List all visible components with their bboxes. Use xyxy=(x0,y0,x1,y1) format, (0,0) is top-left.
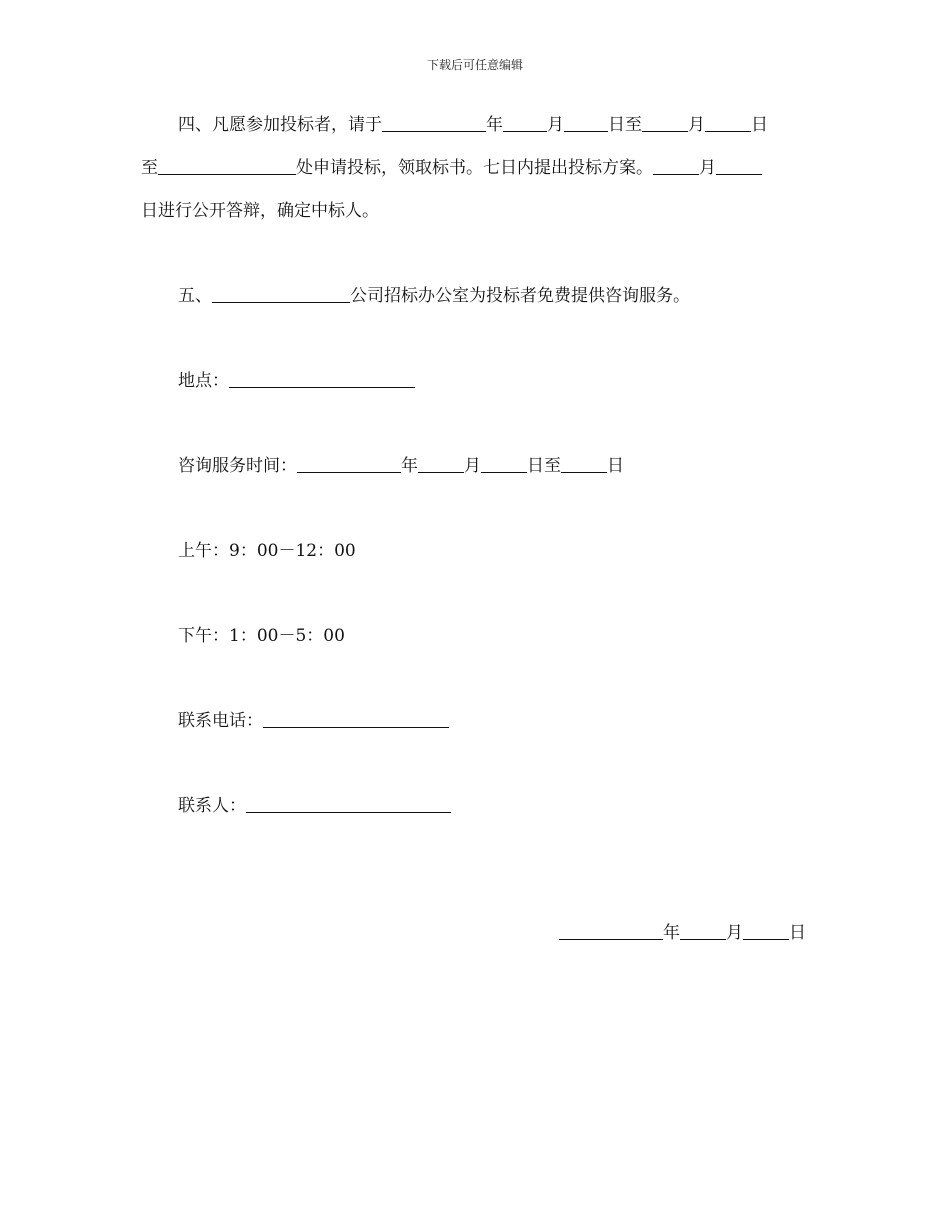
blank-phone[interactable] xyxy=(263,726,449,728)
page-header-note: 下载后可任意编辑 xyxy=(426,58,523,72)
blank-month-end[interactable] xyxy=(642,130,688,132)
blank-company[interactable] xyxy=(212,301,350,303)
service-day-end-label: 日 xyxy=(607,456,624,476)
service-day-to-label: 日至 xyxy=(527,456,561,476)
signature-date-line xyxy=(559,921,806,945)
blank-day[interactable] xyxy=(564,130,608,132)
blank-place[interactable] xyxy=(158,173,296,175)
section5-text: 公司招标办公室为投标者免费提供咨询服务。 xyxy=(350,286,690,306)
section4-apply-text: 处申请投标，领取标书。七日内提出投标方案。 xyxy=(296,158,653,178)
section5-line xyxy=(178,284,690,308)
location-label: 地点： xyxy=(178,371,229,391)
service-time-line xyxy=(178,454,624,478)
section4-intro: 四、凡愿参加投标者，请于 xyxy=(178,115,382,135)
defense-month-label: 月 xyxy=(699,158,716,178)
year-label: 年 xyxy=(486,115,503,135)
phone-label: 联系电话： xyxy=(178,711,263,731)
service-month-label: 月 xyxy=(464,456,481,476)
blank-service-day-end[interactable] xyxy=(561,471,607,473)
blank-location[interactable] xyxy=(229,386,415,388)
blank-sign-month[interactable] xyxy=(680,938,726,940)
day-to-label: 日至 xyxy=(608,115,642,135)
morning-hours: 上午：9：00－12：00 xyxy=(178,541,356,561)
sign-year-label: 年 xyxy=(663,923,680,943)
blank-service-year[interactable] xyxy=(297,471,401,473)
contact-line xyxy=(178,794,451,818)
to-label: 至 xyxy=(141,158,158,178)
blank-sign-day[interactable] xyxy=(743,938,789,940)
blank-service-day[interactable] xyxy=(481,471,527,473)
day-end-label: 日 xyxy=(751,115,768,135)
phone-line xyxy=(178,709,449,733)
section5-number: 五、 xyxy=(178,286,212,306)
blank-sign-year[interactable] xyxy=(559,938,663,940)
month-label: 月 xyxy=(547,115,564,135)
blank-month[interactable] xyxy=(503,130,547,132)
blank-year[interactable] xyxy=(382,130,486,132)
service-year-label: 年 xyxy=(401,456,418,476)
contact-label: 联系人： xyxy=(178,796,246,816)
location-line xyxy=(178,369,415,393)
month-end-label: 月 xyxy=(688,115,705,135)
section4-line3: 日进行公开答辩，确定中标人。 xyxy=(141,201,379,221)
section4-line1 xyxy=(178,113,768,137)
afternoon-hours: 下午：1：00－5：00 xyxy=(178,626,345,646)
section4-line2 xyxy=(141,156,762,180)
blank-contact[interactable] xyxy=(246,811,451,813)
blank-service-month[interactable] xyxy=(418,471,464,473)
blank-defense-day[interactable] xyxy=(716,173,762,175)
blank-defense-month[interactable] xyxy=(653,173,699,175)
sign-day-label: 日 xyxy=(789,923,806,943)
service-time-label: 咨询服务时间： xyxy=(178,456,297,476)
blank-day-end[interactable] xyxy=(705,130,751,132)
sign-month-label: 月 xyxy=(726,923,743,943)
